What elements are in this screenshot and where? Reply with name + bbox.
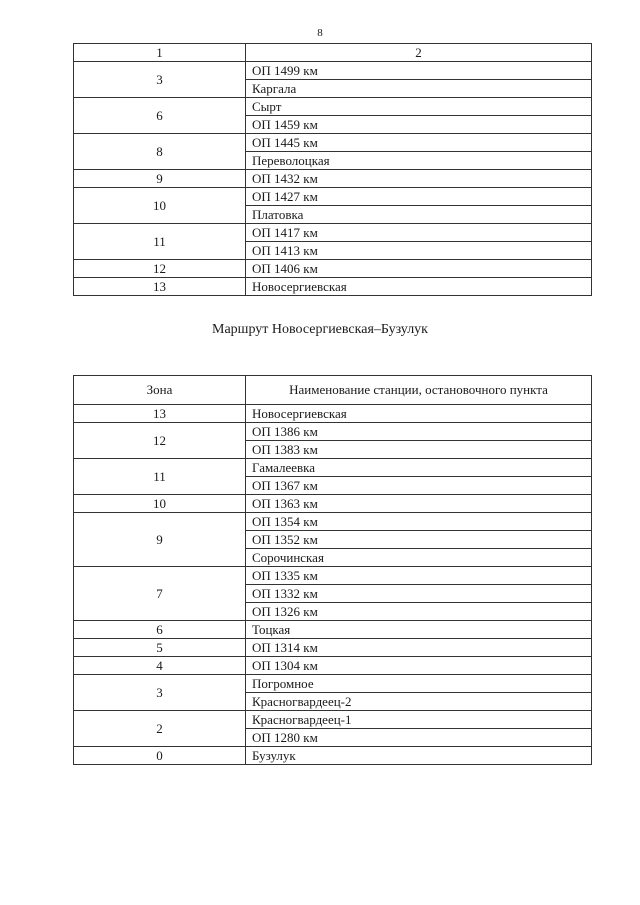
zone-cell: 6 bbox=[74, 98, 246, 134]
table-row bbox=[74, 188, 592, 206]
zone-cell: 3 bbox=[74, 675, 246, 711]
zone-cell: 12 bbox=[74, 260, 246, 278]
station-cell: ОП 1332 км bbox=[246, 585, 592, 603]
table-row bbox=[74, 170, 592, 188]
station-cell: ОП 1326 км bbox=[246, 603, 592, 621]
station-cell: ОП 1314 км bbox=[246, 639, 592, 657]
table-row bbox=[74, 260, 592, 278]
table-row bbox=[74, 405, 592, 423]
table-row bbox=[74, 459, 592, 477]
zone-cell: 10 bbox=[74, 188, 246, 224]
page-number: 8 bbox=[317, 27, 323, 39]
station-cell: Новосергиевская bbox=[246, 405, 592, 423]
station-cell: Гамалеевка bbox=[246, 459, 592, 477]
zone-cell: 12 bbox=[74, 423, 246, 459]
zone-cell: 10 bbox=[74, 495, 246, 513]
station-cell: ОП 1445 км bbox=[246, 134, 592, 152]
zone-cell: 8 bbox=[74, 134, 246, 170]
column-number-row bbox=[74, 44, 592, 62]
station-cell: Новосергиевская bbox=[246, 278, 592, 296]
table-row bbox=[74, 495, 592, 513]
zone-cell: 4 bbox=[74, 657, 246, 675]
table-row bbox=[74, 711, 592, 729]
zone-cell: 5 bbox=[74, 639, 246, 657]
route-title: Маршрут Новосергиевская–Бузулук bbox=[212, 322, 428, 337]
station-cell: ОП 1367 км bbox=[246, 477, 592, 495]
station-cell: Бузулук bbox=[246, 747, 592, 765]
zone-cell: 0 bbox=[74, 747, 246, 765]
station-cell: Платовка bbox=[246, 206, 592, 224]
table-row bbox=[74, 62, 592, 80]
table-row bbox=[74, 567, 592, 585]
station-cell: ОП 1459 км bbox=[246, 116, 592, 134]
table-row bbox=[74, 98, 592, 116]
zone-cell: 2 bbox=[74, 711, 246, 747]
table-row bbox=[74, 278, 592, 296]
station-cell: ОП 1386 км bbox=[246, 423, 592, 441]
table-row bbox=[74, 675, 592, 693]
station-cell: ОП 1413 км bbox=[246, 242, 592, 260]
table-row bbox=[74, 657, 592, 675]
zone-cell: 3 bbox=[74, 62, 246, 98]
station-cell: ОП 1432 км bbox=[246, 170, 592, 188]
column-number: 1 bbox=[74, 44, 246, 62]
station-cell: ОП 1417 км bbox=[246, 224, 592, 242]
table-row bbox=[74, 423, 592, 441]
station-cell: ОП 1354 км bbox=[246, 513, 592, 531]
station-cell: ОП 1352 км bbox=[246, 531, 592, 549]
station-cell: ОП 1280 км bbox=[246, 729, 592, 747]
station-cell: Тоцкая bbox=[246, 621, 592, 639]
table-row bbox=[74, 639, 592, 657]
column-number: 2 bbox=[246, 44, 592, 62]
station-cell: Погромное bbox=[246, 675, 592, 693]
zone-cell: 11 bbox=[74, 224, 246, 260]
station-cell: ОП 1304 км bbox=[246, 657, 592, 675]
station-cell: Переволоцкая bbox=[246, 152, 592, 170]
table-row bbox=[74, 134, 592, 152]
station-cell: ОП 1383 км bbox=[246, 441, 592, 459]
table-row bbox=[74, 224, 592, 242]
zone-cell: 9 bbox=[74, 170, 246, 188]
station-header: Наименование станции, остановочного пункта bbox=[246, 376, 592, 405]
table-row bbox=[74, 513, 592, 531]
zone-table-route bbox=[73, 375, 592, 765]
header-row bbox=[74, 376, 592, 405]
zone-cell: 13 bbox=[74, 278, 246, 296]
station-cell: Каргала bbox=[246, 80, 592, 98]
station-cell: ОП 1427 км bbox=[246, 188, 592, 206]
table-row bbox=[74, 747, 592, 765]
zone-cell: 9 bbox=[74, 513, 246, 567]
station-cell: Красногвардеец-2 bbox=[246, 693, 592, 711]
zone-cell: 7 bbox=[74, 567, 246, 621]
zone-cell: 13 bbox=[74, 405, 246, 423]
station-cell: ОП 1406 км bbox=[246, 260, 592, 278]
station-cell: ОП 1363 км bbox=[246, 495, 592, 513]
zone-cell: 11 bbox=[74, 459, 246, 495]
station-cell: Сырт bbox=[246, 98, 592, 116]
station-cell: Красногвардеец-1 bbox=[246, 711, 592, 729]
zone-header: Зона bbox=[74, 376, 246, 405]
zone-table-continued bbox=[73, 43, 592, 296]
zone-cell: 6 bbox=[74, 621, 246, 639]
station-cell: Сорочинская bbox=[246, 549, 592, 567]
station-cell: ОП 1499 км bbox=[246, 62, 592, 80]
station-cell: ОП 1335 км bbox=[246, 567, 592, 585]
table-row bbox=[74, 621, 592, 639]
